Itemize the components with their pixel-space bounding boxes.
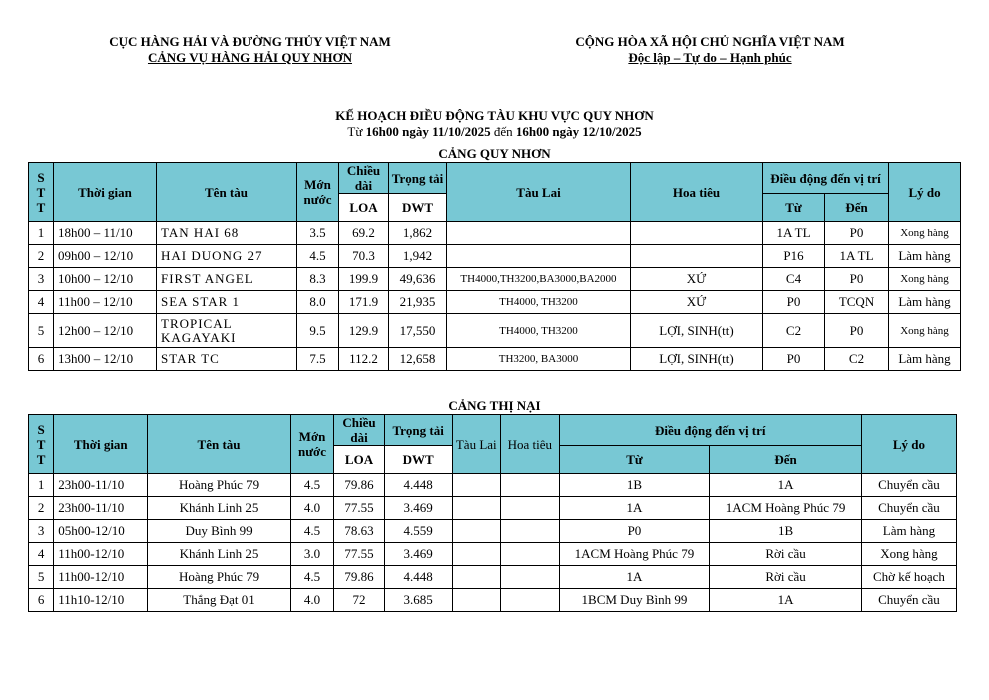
header-loa: LOA	[334, 446, 385, 474]
cell-pilot: XỨ	[631, 268, 763, 291]
cell-draft: 4.5	[290, 566, 333, 589]
cell-loa: 199.9	[339, 268, 389, 291]
table-row	[29, 222, 961, 245]
cell-pilot	[501, 520, 560, 543]
cell-stt: 3	[29, 520, 54, 543]
header-right	[520, 34, 900, 66]
cell-from: P0	[763, 291, 825, 314]
header-dwt: DWT	[384, 446, 452, 474]
cell-to: Rời cầu	[710, 566, 862, 589]
cell-ship: Hoàng Phúc 79	[148, 566, 291, 589]
header-time: Thời gian	[54, 163, 157, 222]
cell-tug: TH4000, TH3200	[447, 291, 631, 314]
cell-stt: 6	[29, 348, 54, 371]
cell-reason: Làm hàng	[889, 245, 961, 268]
cell-from: 1BCM Duy Bình 99	[559, 589, 710, 612]
cell-dwt: 17,550	[389, 314, 447, 348]
header-move: Điều động đến vị trí	[559, 415, 861, 446]
cell-stt: 1	[29, 474, 54, 497]
cell-ship: Thắng Đạt 01	[148, 589, 291, 612]
cell-dwt: 3.469	[384, 543, 452, 566]
cell-stt: 3	[29, 268, 54, 291]
cell-dwt: 1,862	[389, 222, 447, 245]
national-motto: Độc lập – Tự do – Hạnh phúc	[628, 50, 792, 65]
cell-draft: 3.0	[290, 543, 333, 566]
cell-pilot	[501, 474, 560, 497]
cell-tug	[452, 520, 501, 543]
cell-stt: 1	[29, 222, 54, 245]
cell-from: 1ACM Hoàng Phúc 79	[559, 543, 710, 566]
cell-from: P16	[763, 245, 825, 268]
cell-ship: FIRST ANGEL	[157, 268, 297, 291]
cell-pilot	[631, 245, 763, 268]
cell-dwt: 49,636	[389, 268, 447, 291]
header-dwt: DWT	[389, 194, 447, 222]
cell-dwt: 1,942	[389, 245, 447, 268]
cell-draft: 9.5	[297, 314, 339, 348]
cell-draft: 4.0	[290, 497, 333, 520]
cell-to: Rời cầu	[710, 543, 862, 566]
cell-time: 18h00 – 11/10	[54, 222, 157, 245]
table-row	[29, 497, 957, 520]
table-row	[29, 245, 961, 268]
cell-loa: 129.9	[339, 314, 389, 348]
header-ship: Tên tàu	[148, 415, 291, 474]
header-ship: Tên tàu	[157, 163, 297, 222]
national-title: CỘNG HÒA XÃ HỘI CHỦ NGHĨA VIỆT NAM	[575, 34, 845, 49]
cell-loa: 77.55	[334, 497, 385, 520]
cell-to: 1B	[710, 520, 862, 543]
cell-to: P0	[825, 222, 889, 245]
cell-tug: TH4000,TH3200,BA3000,BA2000	[447, 268, 631, 291]
header-tug: Tàu Lai	[452, 415, 501, 474]
cell-to: 1A TL	[825, 245, 889, 268]
header-stt: S T T	[29, 163, 54, 222]
cell-reason: Xong hàng	[889, 314, 961, 348]
cell-time: 11h00-12/10	[54, 566, 148, 589]
section-title-quy-nhon: CẢNG QUY NHƠN	[438, 146, 551, 161]
cell-loa: 112.2	[339, 348, 389, 371]
cell-time: 05h00-12/10	[54, 520, 148, 543]
cell-ship: Khánh Linh 25	[148, 497, 291, 520]
cell-draft: 8.0	[297, 291, 339, 314]
cell-time: 09h00 – 12/10	[54, 245, 157, 268]
cell-ship: SEA STAR 1	[157, 291, 297, 314]
header-pilot: Hoa tiêu	[501, 415, 560, 474]
header-stt: S T T	[29, 415, 54, 474]
cell-tug	[447, 222, 631, 245]
cell-tug	[447, 245, 631, 268]
cell-reason: Làm hàng	[889, 291, 961, 314]
cell-ship: HAI DUONG 27	[157, 245, 297, 268]
cell-ship: Khánh Linh 25	[148, 543, 291, 566]
table-row	[29, 589, 957, 612]
cell-draft: 8.3	[297, 268, 339, 291]
cell-time: 23h00-11/10	[54, 497, 148, 520]
cell-ship: STAR TC	[157, 348, 297, 371]
cell-stt: 2	[29, 497, 54, 520]
document-subtitle: Từ 16h00 ngày 11/10/2025 đến 16h00 ngày 12/10/2025	[347, 124, 642, 139]
cell-from: P0	[559, 520, 710, 543]
cell-stt: 4	[29, 543, 54, 566]
cell-from: 1B	[559, 474, 710, 497]
cell-tug: TH3200, BA3000	[447, 348, 631, 371]
table-row	[29, 543, 957, 566]
cell-stt: 4	[29, 291, 54, 314]
cell-from: 1A	[559, 497, 710, 520]
schedule-body-thi-nai	[29, 474, 957, 612]
cell-time: 11h10-12/10	[54, 589, 148, 612]
cell-draft: 4.5	[297, 245, 339, 268]
header-length: Chiều dài	[334, 415, 385, 446]
port-authority-name: CẢNG VỤ HÀNG HẢI QUY NHƠN	[147, 50, 353, 65]
cell-from: 1A TL	[763, 222, 825, 245]
cell-time: 10h00 – 12/10	[54, 268, 157, 291]
table-row	[29, 566, 957, 589]
table-row	[29, 348, 961, 371]
table-row	[29, 520, 957, 543]
cell-tug	[452, 497, 501, 520]
cell-draft: 4.5	[290, 520, 333, 543]
cell-dwt: 3.685	[384, 589, 452, 612]
table-row	[29, 268, 961, 291]
cell-from: P0	[763, 348, 825, 371]
cell-to: P0	[825, 268, 889, 291]
cell-loa: 77.55	[334, 543, 385, 566]
cell-pilot: XỨ	[631, 291, 763, 314]
cell-stt: 5	[29, 566, 54, 589]
cell-pilot: LỢI, SINH(tt)	[631, 314, 763, 348]
cell-ship: Duy Bình 99	[148, 520, 291, 543]
cell-tug	[452, 566, 501, 589]
cell-loa: 79.86	[334, 474, 385, 497]
header-left	[60, 34, 440, 66]
schedule-body-quy-nhon	[29, 222, 961, 371]
cell-dwt: 3.469	[384, 497, 452, 520]
cell-to: TCQN	[825, 291, 889, 314]
cell-time: 23h00-11/10	[54, 474, 148, 497]
header-draft: Mớn nước	[297, 163, 339, 222]
cell-reason: Chờ kế hoạch	[861, 566, 956, 589]
cell-pilot	[501, 543, 560, 566]
cell-tug	[452, 589, 501, 612]
cell-ship: TAN HAI 68	[157, 222, 297, 245]
cell-draft: 7.5	[297, 348, 339, 371]
cell-draft: 4.0	[290, 589, 333, 612]
header-tonnage: Trọng tải	[384, 415, 452, 446]
header-draft: Mớn nước	[290, 415, 333, 474]
cell-to: C2	[825, 348, 889, 371]
cell-loa: 171.9	[339, 291, 389, 314]
cell-ship: Hoàng Phúc 79	[148, 474, 291, 497]
cell-tug	[452, 543, 501, 566]
cell-time: 11h00-12/10	[54, 543, 148, 566]
cell-from: 1A	[559, 566, 710, 589]
header-to: Đến	[825, 194, 889, 222]
cell-from: C4	[763, 268, 825, 291]
cell-stt: 2	[29, 245, 54, 268]
section-title-thi-nai: CẢNG THỊ NẠI	[448, 398, 541, 413]
cell-from: C2	[763, 314, 825, 348]
cell-loa: 78.63	[334, 520, 385, 543]
cell-loa: 72	[334, 589, 385, 612]
cell-to: 1A	[710, 589, 862, 612]
cell-reason: Chuyển cầu	[861, 474, 956, 497]
cell-stt: 5	[29, 314, 54, 348]
header-tonnage: Trọng tải	[389, 163, 447, 194]
cell-draft: 4.5	[290, 474, 333, 497]
cell-pilot	[501, 566, 560, 589]
cell-draft: 3.5	[297, 222, 339, 245]
table-row	[29, 474, 957, 497]
cell-loa: 70.3	[339, 245, 389, 268]
cell-reason: Xong hàng	[861, 543, 956, 566]
header-reason: Lý do	[889, 163, 961, 222]
header-move: Điều động đến vị trí	[763, 163, 889, 194]
cell-pilot	[501, 497, 560, 520]
cell-reason: Chuyển cầu	[861, 497, 956, 520]
cell-to: 1ACM Hoàng Phúc 79	[710, 497, 862, 520]
document-title: KẾ HOẠCH ĐIỀU ĐỘNG TÀU KHU VỰC QUY NHƠN	[335, 108, 654, 123]
cell-pilot	[501, 589, 560, 612]
header-time: Thời gian	[54, 415, 148, 474]
cell-pilot: LỢI, SINH(tt)	[631, 348, 763, 371]
cell-dwt: 4.448	[384, 474, 452, 497]
header-length: Chiều dài	[339, 163, 389, 194]
cell-reason: Làm hàng	[889, 348, 961, 371]
cell-reason: Xong hàng	[889, 222, 961, 245]
cell-to: 1A	[710, 474, 862, 497]
agency-name: CỤC HÀNG HẢI VÀ ĐƯỜNG THỦY VIỆT NAM	[109, 34, 391, 49]
cell-reason: Làm hàng	[861, 520, 956, 543]
cell-time: 11h00 – 12/10	[54, 291, 157, 314]
header-pilot: Hoa tiêu	[631, 163, 763, 222]
cell-dwt: 21,935	[389, 291, 447, 314]
header-tug: Tàu Lai	[447, 163, 631, 222]
table-row	[29, 314, 961, 348]
cell-dwt: 12,658	[389, 348, 447, 371]
cell-pilot	[631, 222, 763, 245]
cell-stt: 6	[29, 589, 54, 612]
cell-ship: TROPICAL KAGAYAKI	[157, 314, 297, 348]
cell-reason: Xong hàng	[889, 268, 961, 291]
header-reason: Lý do	[861, 415, 956, 474]
header-from: Từ	[763, 194, 825, 222]
header-loa: LOA	[339, 194, 389, 222]
header-to: Đến	[710, 446, 862, 474]
cell-dwt: 4.559	[384, 520, 452, 543]
cell-loa: 79.86	[334, 566, 385, 589]
schedule-table-quy-nhon	[28, 162, 961, 371]
cell-tug: TH4000, TH3200	[447, 314, 631, 348]
cell-time: 13h00 – 12/10	[54, 348, 157, 371]
schedule-table-thi-nai	[28, 414, 957, 612]
cell-to: P0	[825, 314, 889, 348]
table-row	[29, 291, 961, 314]
cell-reason: Chuyển cầu	[861, 589, 956, 612]
cell-time: 12h00 – 12/10	[54, 314, 157, 348]
cell-dwt: 4.448	[384, 566, 452, 589]
cell-tug	[452, 474, 501, 497]
cell-loa: 69.2	[339, 222, 389, 245]
header-from: Từ	[559, 446, 710, 474]
